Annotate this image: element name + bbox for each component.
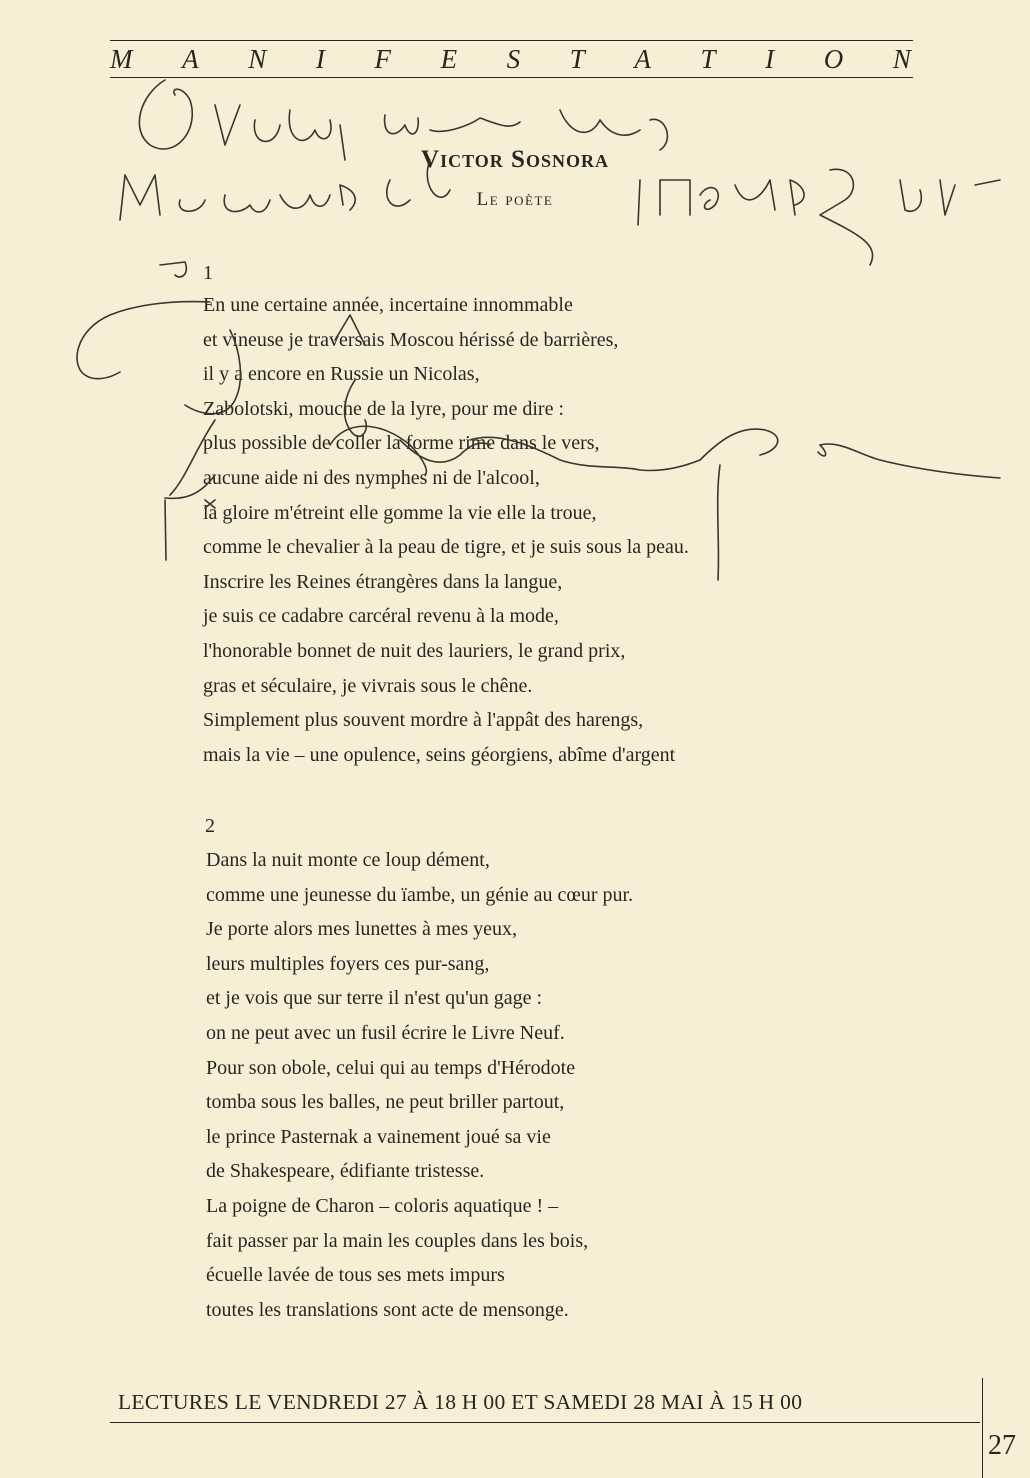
poem-line: il y a encore en Russie un Nicolas,: [203, 363, 480, 386]
poem-line: de Shakespeare, édifiante tristesse.: [206, 1160, 485, 1183]
stanza-2: [206, 843, 633, 1327]
header-rule-top: [110, 40, 913, 41]
footer-readings: LECTURES LE VENDREDI 27 À 18 H 00 ET SAMEDI 28 MAI À 15 H 00: [118, 1390, 803, 1414]
poem-line: tomba sous les balles, ne peut briller partout,: [206, 1091, 565, 1114]
poem-line: et vineuse je traversais Moscou hérissé de barrières,: [203, 328, 619, 351]
poem-line: comme une jeunesse du ïambe, un génie au cœur pur.: [206, 883, 634, 906]
running-head-letter: M: [110, 44, 135, 74]
poem-line: Zabolotski, mouche de la lyre, pour me dire :: [203, 397, 565, 420]
section-number: 1: [203, 262, 213, 284]
poem-line: comme le chevalier à la peau de tigre, et je suis sous la peau.: [203, 536, 689, 559]
poem-line: leurs multiples foyers ces pur-sang,: [206, 952, 490, 975]
running-head-letter: S: [506, 44, 523, 74]
running-head-letter: A: [182, 44, 201, 74]
poem-line: le prince Pasternak a vainement joué sa vie: [206, 1125, 551, 1148]
running-head-letter: N: [892, 44, 913, 74]
running-head-letter: O: [823, 44, 846, 74]
poem-line: écuelle lavée de tous ses mets impurs: [206, 1264, 505, 1287]
running-head-letter: T: [700, 44, 718, 74]
poem-line: fait passer par la main les couples dans les bois,: [206, 1229, 589, 1252]
poem-line: Dans la nuit monte ce loup dément,: [206, 849, 490, 871]
poem-line: plus possible de coller la forme rime dans le vers,: [203, 432, 600, 455]
poem-line: Je porte alors mes lunettes à mes yeux,: [206, 918, 518, 941]
poem-line: mais la vie – une opulence, seins géorgiens, abîme d'argent: [203, 743, 676, 766]
poem-line: et je vois que sur terre il n'est qu'un gage :: [206, 987, 543, 1010]
poem-line: je suis ce cadabre carcéral revenu à la mode,: [203, 605, 559, 628]
running-head-letter: N: [248, 44, 269, 74]
header-rule-bottom: [110, 77, 913, 78]
running-head-letter: I: [765, 44, 777, 74]
running-head-letter: A: [634, 44, 653, 74]
running-head-letter: F: [374, 44, 393, 74]
poem-line: Pour son obole, celui qui au temps d'Hérodote: [206, 1056, 576, 1079]
poem-line: l'honorable bonnet de nuit des lauriers, le grand prix,: [203, 639, 626, 662]
author-name: Victor Sosnora: [421, 146, 609, 173]
poem-title: Le poète: [476, 189, 554, 210]
running-head-letter: I: [315, 44, 327, 74]
poem-line: on ne peut avec un fusil écrire le Livre Neuf.: [206, 1021, 565, 1044]
running-head-letter: E: [440, 44, 460, 74]
page-number: 27: [988, 1430, 1016, 1461]
poem-line: La poigne de Charon – coloris aquatique ! –: [206, 1194, 559, 1217]
poem-line: En une certaine année, incertaine innommable: [203, 294, 573, 316]
poem-line: Simplement plus souvent mordre à l'appât des harengs,: [203, 709, 644, 732]
poem-line: toutes les translations sont acte de mensonge.: [206, 1298, 569, 1321]
poem-line: aucune aide ni des nymphes ni de l'alcool,: [203, 466, 540, 489]
section-number: 2: [205, 815, 215, 837]
running-head-letter: T: [569, 44, 587, 74]
stanza-1: [203, 288, 689, 772]
page-number-rule: [982, 1378, 983, 1478]
poem-line: Inscrire les Reines étrangères dans la langue,: [203, 570, 563, 593]
poem-line: la gloire m'étreint elle gomme la vie elle la troue,: [203, 501, 597, 524]
running-head: [110, 44, 913, 75]
footer-rule: [110, 1422, 980, 1423]
poem-line: gras et séculaire, je vivrais sous le chêne.: [203, 674, 533, 697]
